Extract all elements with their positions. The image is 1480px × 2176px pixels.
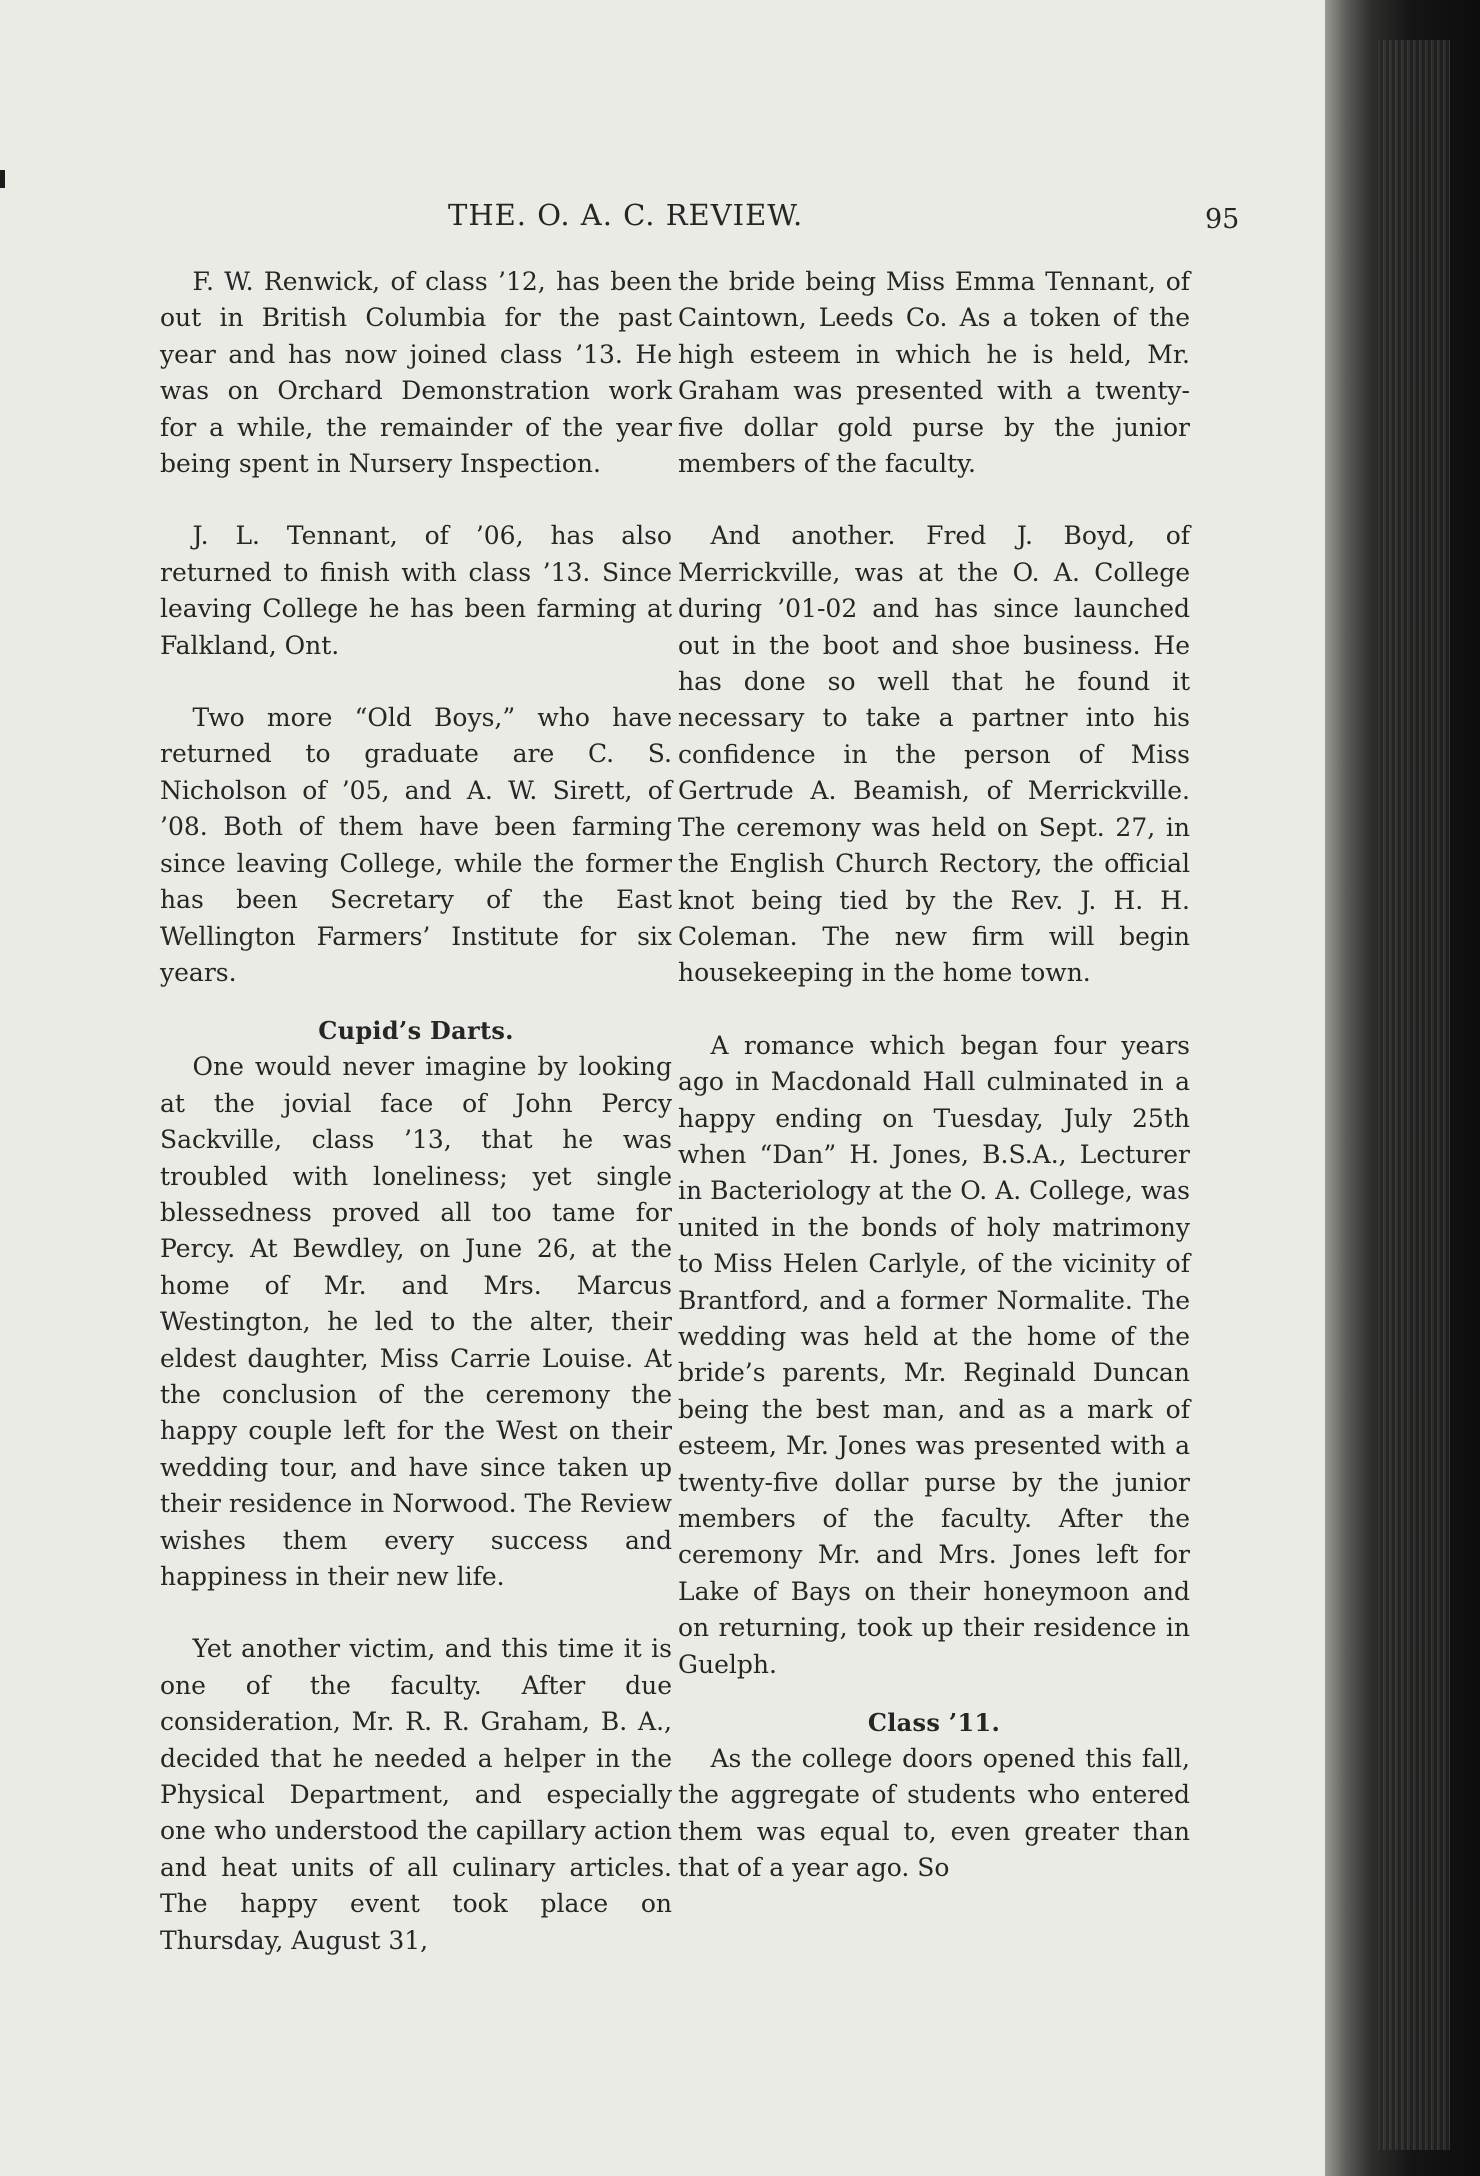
paragraph-old-boys: Two more “Old Boys,” who have returned to graduate are C. S. Nicholson of ’05, and A. W. Sirett, of ’08. Both of them have been farming since leaving College, while the former has been Secretary of the East Wellington Farmers’ Institute for six years.	[160, 703, 672, 987]
page-number: 95	[1205, 204, 1240, 235]
paragraph-graham-continued: the bride being Miss Emma Tennant, of Caintown, Leeds Co. As a token of the high esteem in which he is held, Mr. Graham was presented with a twenty-five dollar gold purse by the junior members of the faculty.	[678, 267, 1190, 479]
paragraph-graham: Yet another victim, and this time it is one of the faculty. After due consideration, Mr. R. R. Graham, B. A., decided that he needed a helper in the Physical Department, and especially one who understood the capillary action and heat units of all culinary articles. The happy event took place on Thursday, August 31,	[160, 1634, 672, 1955]
right-column	[678, 264, 1190, 1887]
running-title: THE. O. A. C. REVIEW.	[448, 198, 804, 232]
margin-mark	[0, 170, 5, 188]
paragraph-jones: A romance which began four years ago in Macdonald Hall culminated in a happy ending on Tuesday, July 25th when “Dan” H. Jones, B.S.A., Lecturer in Bacteriology at the O. A. College, was united in the bonds of holy matrimony to Miss Helen Carlyle, of the vicinity of Brantford, and a former Normalite. The wedding was held at the home of the bride’s parents, Mr. Reginald Duncan being the best man, and as a mark of esteem, Mr. Jones was presented with a twenty-five dollar purse by the junior members of the faculty. After the ceremony Mr. and Mrs. Jones left for Lake of Bays on their honeymoon and on returning, took up their residence in Guelph.	[678, 1030, 1190, 1679]
paragraph-boyd: And another. Fred J. Boyd, of Merrickville, was at the O. A. College during ’01-02 and has since launched out in the boot and shoe business. He has done so well that he found it necessary to take a partner into his confidence in the person of Miss Gertrude A. Beamish, of Merrickville. The ceremony was held on Sept. 27, in the English Church Rectory, the official knot being tied by the Rev. J. H. H. Coleman. The new firm will begin housekeeping in the home town.	[678, 521, 1190, 988]
left-column	[160, 264, 672, 1959]
heading-class-11: Class ’11.	[867, 1708, 1001, 1738]
paragraph-sackville: One would never imagine by looking at the jovial face of John Percy Sackville, class ’13, that he was troubled with loneliness; yet single blessedness proved all too tame for Percy. At Bewdley, on June 26, at the home of Mr. and Mrs. Marcus Westington, he led to the alter, their eldest daughter, Miss Carrie Louise. At the conclusion of the ceremony the happy couple left for the West on their wedding tour, and have since taken up their residence in Norwood. The Review wishes them every success and happiness in their new life.	[160, 1052, 672, 1591]
heading-cupids-darts: Cupid’s Darts.	[318, 1016, 514, 1046]
paragraph-class-11: As the college doors opened this fall, the aggregate of students who entered them was equal to, even greater than that of a year ago. So	[678, 1744, 1190, 1883]
paragraph-renwick: F. W. Renwick, of class ’12, has been out in British Columbia for the past year and has now joined class ’13. He was on Orchard Demonstration work for a while, the remainder of the year being spent in Nursery Inspection.	[160, 267, 672, 479]
paragraph-tennant: J. L. Tennant, of ’06, has also returned to finish with class ’13. Since leaving College he has been farming at Falkland, Ont.	[160, 521, 672, 660]
page-edges	[1378, 40, 1450, 2150]
